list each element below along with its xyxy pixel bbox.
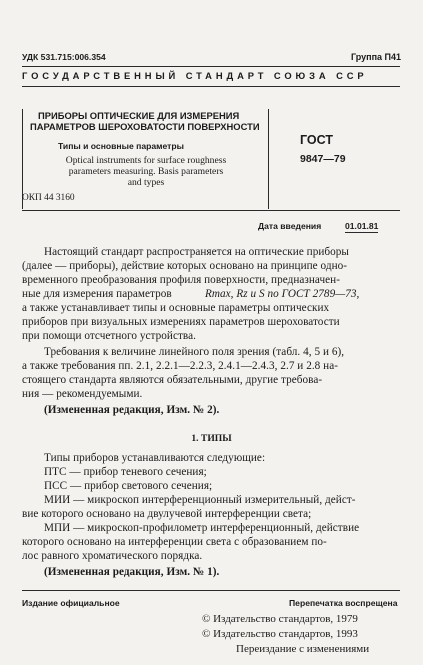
para2-line: а также требования пп. 2.1, 2.2.1—2.2.3, 2.4.1—2.4.3, 2.7 и 2.8 на- (22, 360, 339, 372)
gost-label: ГОСТ (300, 133, 333, 147)
para1-line: при помощи отсчетного устройства. (22, 330, 196, 342)
okp-code: ОКП 44 3160 (22, 193, 75, 203)
english-title-1: Optical instruments for surface roughness (65, 155, 227, 166)
edit-note-2: (Измененная редакция, Изм. № 1). (44, 566, 220, 578)
para1-line: временного преобразования профиля поверхности, предназначен- (22, 274, 340, 286)
type-item: лос равного хроматического порядка. (22, 550, 203, 562)
para2-line: Требования к величине линейного поля зрения (табл. 4, 5 и 6), (44, 346, 345, 358)
gost-number: 9847—79 (300, 153, 346, 165)
reprint-notice: Перепечатка воспрещена (289, 598, 398, 608)
para2-line: стоящего стандарта являются обязательными, другие требова- (22, 374, 323, 386)
title-line-2: ПАРАМЕТРОВ ШЕРОХОВАТОСТИ ПОВЕРХНОСТИ (30, 121, 260, 132)
official-edition: Издание официальное (22, 598, 120, 608)
date-label: Дата введения (258, 221, 322, 231)
english-title-3: and types (127, 177, 165, 188)
footer-rule (22, 590, 400, 591)
para1-line: Настоящий стандарт распространяется на оптические приборы (44, 246, 349, 258)
type-item: МИИ — микроскоп интерференционный измерительный, дейст- (44, 494, 356, 506)
header-rule-bottom (22, 86, 400, 87)
copyright-1993: © Издательство стандартов, 1993 (202, 628, 358, 640)
header-rule-top (22, 66, 400, 67)
english-title-2: parameters measuring. Basis parameters (68, 166, 224, 177)
type-item: ПСС — прибор светового сечения; (44, 480, 213, 492)
para1-line: Rmax, Rz и S по ГОСТ 2789—73, (205, 288, 360, 300)
para1-line: а также устанавливает типы и основные параметры оптических (22, 302, 330, 314)
title-block-divider (268, 109, 269, 209)
title-line-1: ПРИБОРЫ ОПТИЧЕСКИЕ ДЛЯ ИЗМЕРЕНИЯ (38, 110, 240, 121)
group-code: Группа П41 (351, 52, 402, 62)
title-block-rule (22, 210, 400, 211)
udk-code: УДК 531.715:006.354 (22, 52, 106, 62)
type-item: ПТС — прибор теневого сечения; (44, 466, 207, 478)
type-item: которого основано на интерференции света с образованием по- (22, 536, 327, 548)
edit-note-1: (Измененная редакция, Изм. № 2). (44, 404, 220, 416)
para1-line: ные для измерения параметров (22, 288, 172, 300)
section-heading: 1. ТИПЫ (191, 433, 232, 444)
para2-line: ния — рекомендуемыми. (22, 388, 143, 400)
type-item: МПИ — микроскоп-профилометр интерференционный, действие (44, 522, 360, 534)
types-intro: Типы приборов устанавливаются следующие: (44, 452, 266, 464)
copyright-1979: © Издательство стандартов, 1979 (202, 613, 358, 625)
standard-title: ГОСУДАРСТВЕННЫЙ СТАНДАРТ СОЮЗА ССР (22, 70, 368, 81)
subtitle: Типы и основные параметры (58, 141, 184, 151)
reissue-note: Переиздание с изменениями (236, 643, 370, 655)
para1-line: приборов при визуальных измерениях параметров шероховатости (22, 316, 340, 328)
type-item: вие которого основано на двулучевой интерференции света; (22, 508, 312, 520)
date-value: 01.01.81 (345, 221, 379, 231)
para1-line: (далее — приборы), действие которых основано на принципе одно- (22, 260, 348, 272)
